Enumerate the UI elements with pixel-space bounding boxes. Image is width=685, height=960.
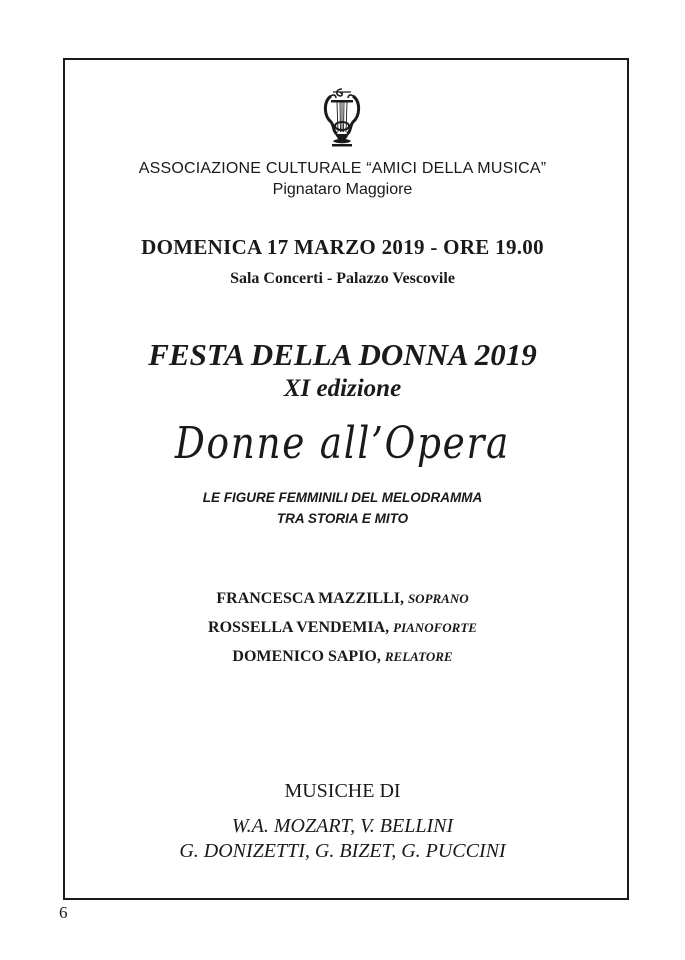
composers-line-1: W.A. MOZART, V. BELLINI <box>231 815 454 837</box>
performer-row <box>0 619 685 637</box>
event-edition: XI edizione <box>283 375 402 402</box>
subtitle-line-1: LE FIGURE FEMMINILI DEL MELODRAMMA <box>202 490 483 505</box>
performer-row <box>0 648 685 666</box>
subtitle-line-2: TRA STORIA E MITO <box>276 511 409 526</box>
event-venue: Sala Concerti - Palazzo Vescovile <box>230 270 455 287</box>
performer-name: DOMENICO SAPIO, <box>232 648 381 665</box>
performer-role: PIANOFORTE <box>393 620 477 635</box>
performer-role: SOPRANO <box>407 591 469 606</box>
composers-line-2: G. DONIZETTI, G. BIZET, G. PUCCINI <box>179 840 506 862</box>
event-date-time: DOMENICA 17 MARZO 2019 - ORE 19.00 <box>141 235 544 259</box>
performer-role: RELATORE <box>384 649 453 664</box>
performer-row <box>0 590 685 608</box>
show-title: Donne all’Opera <box>174 418 511 469</box>
performer-name: ROSSELLA VENDEMIA, <box>208 619 390 636</box>
page-number: 6 <box>59 903 68 922</box>
event-title: FESTA DELLA DONNA 2019 <box>148 337 537 372</box>
town-name: Pignataro Maggiore <box>272 181 413 198</box>
lyre-icon <box>319 86 365 150</box>
association-name: ASSOCIAZIONE CULTURALE “AMICI DELLA MUSICA” <box>138 160 547 177</box>
performer-name: FRANCESCA MAZZILLI, <box>216 590 404 607</box>
music-heading: MUSICHE DI <box>284 780 401 802</box>
